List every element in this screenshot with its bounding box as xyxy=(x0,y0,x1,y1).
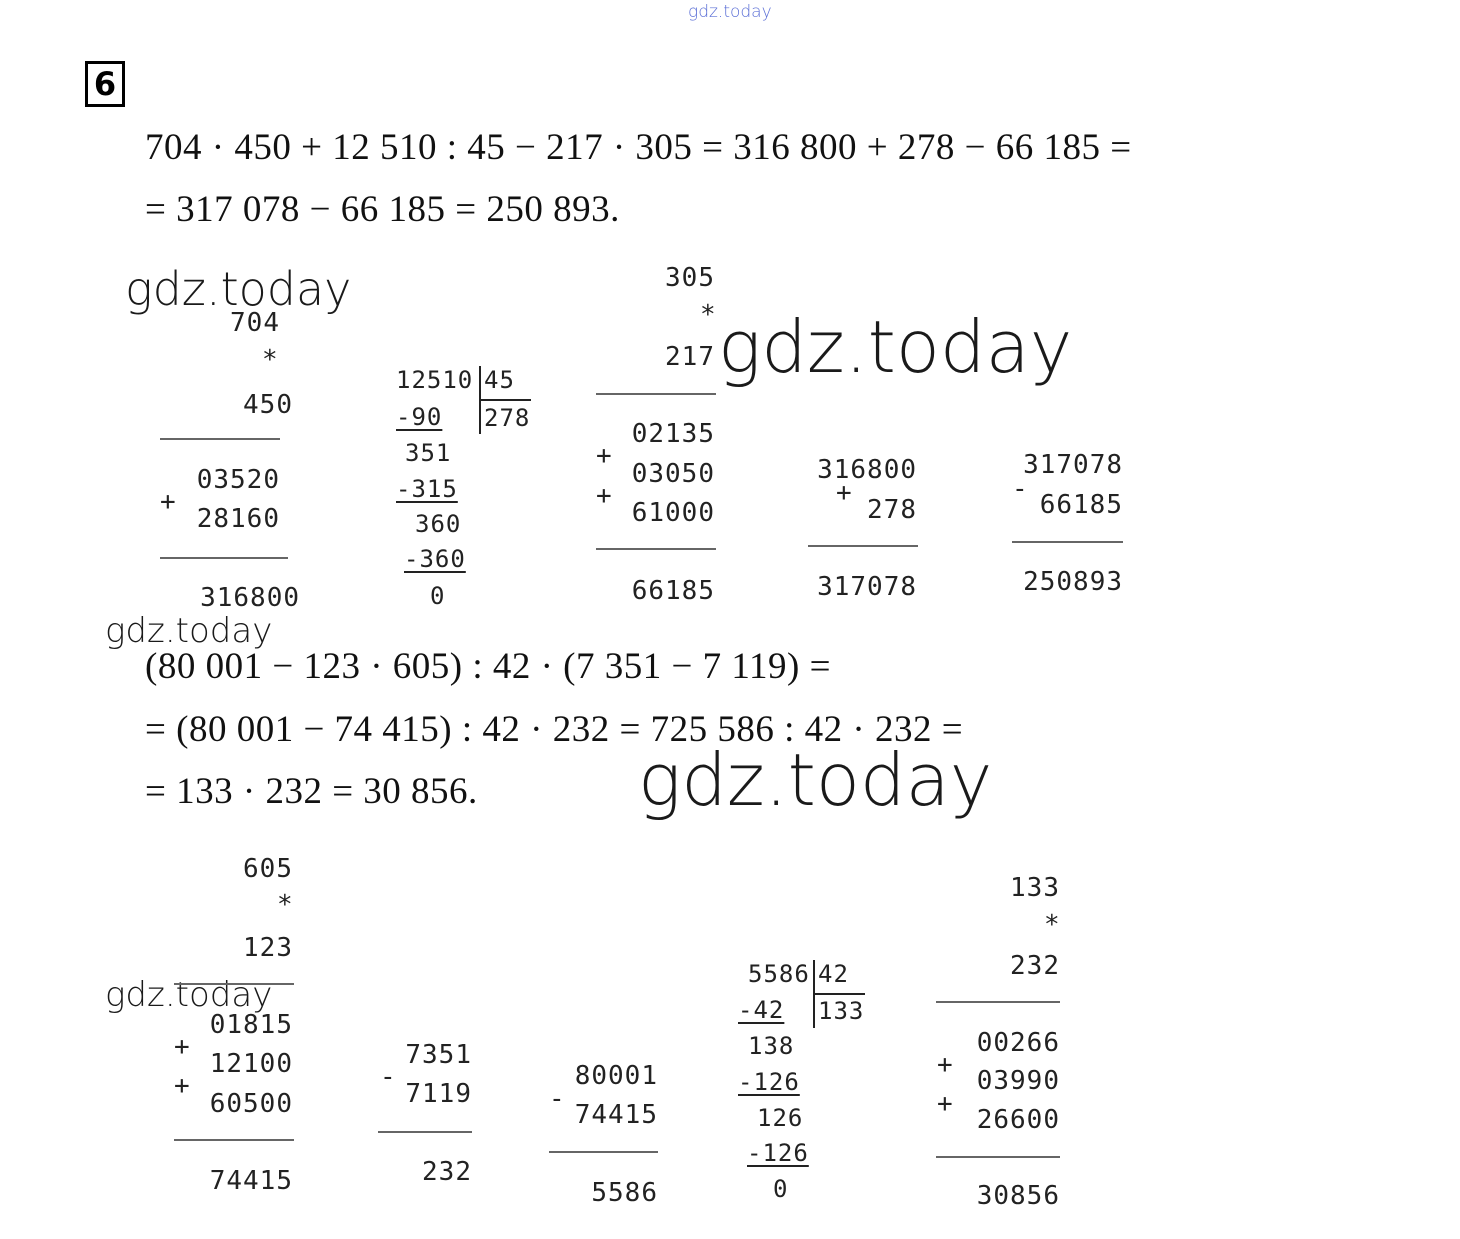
subtrahend: -360 xyxy=(404,545,466,573)
operand: 317078 xyxy=(1023,450,1123,480)
result: 74415 xyxy=(209,1166,293,1196)
divider xyxy=(596,548,716,550)
partial-product: 60500 xyxy=(209,1089,293,1119)
partial-product: 61000 xyxy=(631,498,715,528)
quotient: 278 xyxy=(484,404,531,432)
divider xyxy=(160,438,280,440)
operand: 232 xyxy=(1010,951,1060,981)
divider xyxy=(378,1131,472,1133)
plus-sign: + xyxy=(937,1050,954,1080)
divider xyxy=(815,993,865,995)
operand: 316800 xyxy=(817,455,917,485)
plus-sign: + xyxy=(174,1071,191,1101)
plus-sign: + xyxy=(596,481,613,511)
dividend: 12510 xyxy=(396,366,474,394)
divider xyxy=(808,545,918,547)
remainder: 138 xyxy=(748,1032,795,1060)
plus-sign: + xyxy=(596,441,613,471)
partial-product: 12100 xyxy=(209,1049,293,1079)
partial-product: 26600 xyxy=(976,1105,1060,1135)
multiply-sign: * xyxy=(700,300,717,330)
operand: 123 xyxy=(243,933,293,963)
expression-1-line-2: = 317 078 − 66 185 = 250 893. xyxy=(145,189,620,230)
operand: 704 xyxy=(230,308,280,338)
watermark: gdz.today xyxy=(105,611,273,651)
subtrahend: -315 xyxy=(396,475,458,503)
operand: 217 xyxy=(665,342,715,372)
divider xyxy=(1012,541,1123,543)
subtrahend: -90 xyxy=(396,403,443,431)
remainder: 360 xyxy=(415,510,462,538)
operand: 305 xyxy=(665,263,715,293)
plus-sign: + xyxy=(836,478,853,508)
plus-sign: + xyxy=(937,1089,954,1119)
minus-sign: - xyxy=(1012,474,1029,504)
divider xyxy=(160,557,288,559)
partial-product: 28160 xyxy=(196,504,280,534)
operand: 450 xyxy=(243,390,293,420)
multiply-sign: * xyxy=(1044,910,1061,940)
partial-product: 00266 xyxy=(976,1028,1060,1058)
dividend: 5586 xyxy=(748,960,810,988)
minus-sign: - xyxy=(380,1062,397,1092)
expression-2-line-3: = 133 · 232 = 30 856. xyxy=(145,771,478,812)
divider xyxy=(596,393,716,395)
operand: 278 xyxy=(867,495,917,525)
divider xyxy=(174,1139,294,1141)
divisor: 45 xyxy=(484,366,515,394)
partial-product: 02135 xyxy=(631,419,715,449)
operand: 7351 xyxy=(405,1040,472,1070)
plus-sign: + xyxy=(174,1032,191,1062)
watermark: gdz.today xyxy=(105,975,273,1015)
minus-sign: - xyxy=(549,1084,566,1114)
result: 317078 xyxy=(817,572,917,602)
result: 250893 xyxy=(1023,567,1123,597)
partial-product: 01815 xyxy=(209,1010,293,1040)
result: 5586 xyxy=(591,1178,658,1208)
divider xyxy=(936,1156,1060,1158)
expression-1-line-1: 704 · 450 + 12 510 : 45 − 217 · 305 = 316 800 + 278 − 66 185 = xyxy=(145,127,1132,168)
watermark-top: gdz.today xyxy=(688,2,772,22)
operand: 80001 xyxy=(574,1061,658,1091)
watermark: gdz.today xyxy=(718,305,1073,389)
operand: 74415 xyxy=(574,1100,658,1130)
multiply-sign: * xyxy=(277,890,294,920)
expression-2-line-2: = (80 001 − 74 415) : 42 · 232 = 725 586 : 42 · 232 = xyxy=(145,709,964,750)
result: 316800 xyxy=(200,583,300,613)
subtrahend: -126 xyxy=(747,1139,809,1167)
result: 232 xyxy=(422,1157,472,1187)
partial-product: 03990 xyxy=(976,1066,1060,1096)
operand: 66185 xyxy=(1039,490,1123,520)
remainder: 126 xyxy=(757,1104,804,1132)
remainder: 0 xyxy=(773,1175,789,1203)
operand: 605 xyxy=(243,854,293,884)
remainder: 0 xyxy=(430,582,446,610)
quotient: 133 xyxy=(818,997,865,1025)
plus-sign: + xyxy=(160,487,177,517)
result: 30856 xyxy=(976,1181,1060,1211)
subtrahend: -126 xyxy=(738,1068,800,1096)
divider xyxy=(549,1151,658,1153)
multiply-sign: * xyxy=(262,345,279,375)
subtrahend: -42 xyxy=(738,996,785,1024)
expression-2-line-1: (80 001 − 123 · 605) : 42 · (7 351 − 7 119) = xyxy=(145,646,831,687)
operand: 7119 xyxy=(405,1079,472,1109)
partial-product: 03050 xyxy=(631,459,715,489)
partial-product: 03520 xyxy=(196,465,280,495)
watermark: gdz.today xyxy=(638,738,993,822)
divider xyxy=(481,399,531,401)
result: 66185 xyxy=(631,576,715,606)
task-number: 6 xyxy=(85,61,125,107)
remainder: 351 xyxy=(405,439,452,467)
operand: 133 xyxy=(1010,873,1060,903)
divider xyxy=(174,983,294,985)
divider xyxy=(936,1001,1060,1003)
watermark: gdz.today xyxy=(125,262,352,316)
divisor: 42 xyxy=(818,960,849,988)
